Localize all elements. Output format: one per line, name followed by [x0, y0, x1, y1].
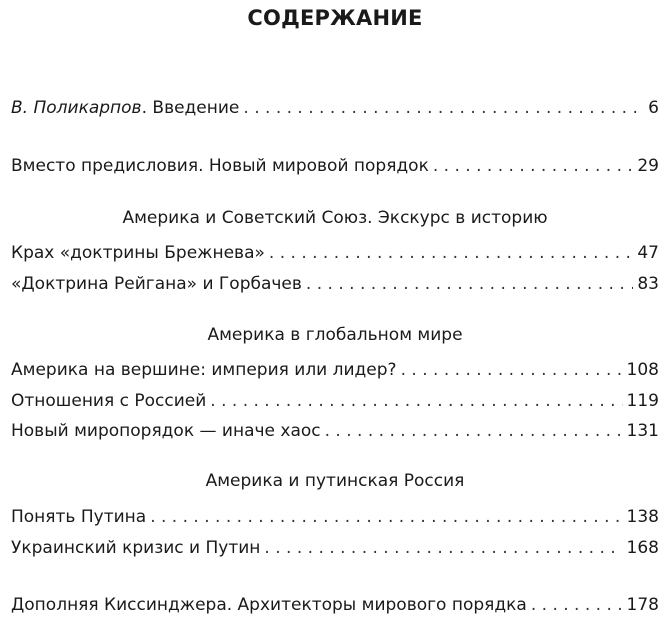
toc-entry[interactable] [11, 240, 659, 266]
toc-page-number: 178 [626, 595, 659, 615]
toc-entry-afterword[interactable] [11, 592, 659, 618]
section-heading: Америка и Советский Союз. Экскурс в историю [122, 208, 548, 228]
section-heading: Америка и путинская Россия [205, 471, 465, 491]
toc-entry[interactable] [11, 388, 659, 414]
toc-entry[interactable] [11, 504, 659, 530]
toc-entry[interactable] [11, 271, 659, 297]
dot-leader [531, 592, 623, 618]
toc-entry-label: Новый миропорядок — иначе хаос [11, 421, 321, 441]
page-title: СОДЕРЖАНИЕ [247, 6, 423, 30]
toc-page-number: 83 [637, 274, 659, 294]
dot-leader [306, 271, 633, 297]
toc-entry[interactable] [11, 357, 659, 383]
toc-entry-label [11, 95, 239, 121]
toc-entry-label: «Доктрина Рейгана» и Горбачев [11, 274, 302, 294]
toc-page-number: 6 [648, 98, 659, 118]
dot-leader [401, 357, 623, 383]
toc-page-number: 108 [626, 360, 659, 380]
toc-entry-label: Крах «доктрины Брежнева» [11, 243, 265, 263]
toc-page-number: 119 [626, 391, 659, 411]
dot-leader [264, 535, 622, 561]
toc-entry[interactable] [11, 535, 659, 561]
toc-page-number: 29 [637, 156, 659, 176]
dot-leader [243, 95, 644, 121]
toc-entry-author: В. Поликарпов [11, 98, 142, 118]
toc-entry-label: Вместо предисловия. Новый мировой порядок [11, 156, 429, 176]
toc-entry-intro[interactable] [11, 95, 659, 121]
section-heading: Америка в глобальном мире [207, 325, 463, 345]
toc-page-number: 47 [637, 243, 659, 263]
toc-entry-label: Дополняя Киссинджера. Архитекторы мирового порядка [11, 595, 527, 615]
dot-leader [269, 240, 633, 266]
toc-entry-label: Америка на вершине: империя или лидер? [11, 360, 397, 380]
toc-entry-label: Отношения с Россией [11, 391, 207, 411]
toc-entry-title: . Введение [141, 98, 240, 118]
toc-page-number: 138 [626, 507, 659, 527]
toc-entry-preface[interactable] [11, 153, 659, 179]
toc-page-number: 168 [626, 538, 659, 558]
toc-page-number: 131 [626, 421, 659, 441]
dot-leader [325, 418, 623, 444]
dot-leader [433, 153, 634, 179]
dot-leader [210, 388, 622, 414]
dot-leader [150, 504, 622, 530]
toc-entry-label: Украинский кризис и Путин [11, 538, 261, 558]
toc-entry[interactable] [11, 418, 659, 444]
toc-entry-label: Понять Путина [11, 507, 147, 527]
